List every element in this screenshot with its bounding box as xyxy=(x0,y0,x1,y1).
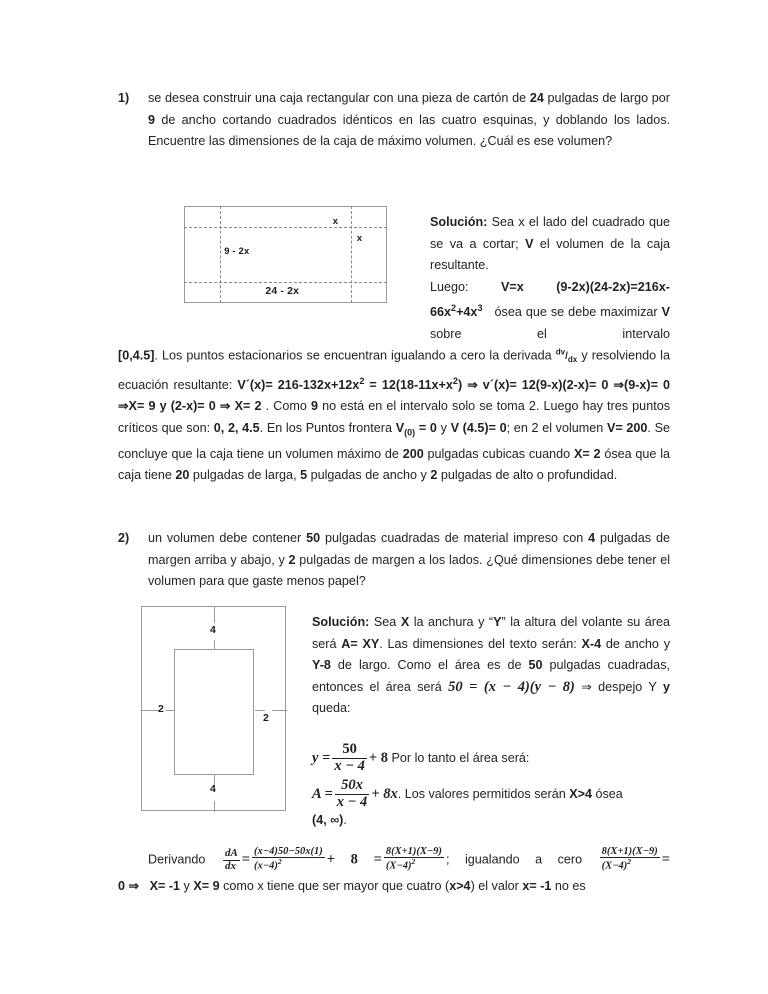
fig2-tick-right-outer xyxy=(272,710,287,711)
v-200: V= 200 xyxy=(606,420,648,435)
fig1-label-width: 9 - 2x xyxy=(224,245,250,256)
sol2-fifty: 50 xyxy=(528,658,543,672)
zeroed-den-base: (X−4) xyxy=(601,860,628,872)
v-zero-sub: (0) xyxy=(404,427,416,438)
cont-p3: . Como xyxy=(261,399,311,414)
final-equals-1: = xyxy=(241,851,251,868)
sol2-s6: de largo. Como el área es de xyxy=(330,658,529,672)
eq-A-lhs: A = xyxy=(312,786,333,803)
eq-y-tail: Por lo tanto el área será: xyxy=(388,751,530,766)
fig2-tick-top-inner xyxy=(214,640,215,650)
formula-66x: 66x xyxy=(430,305,452,320)
cont-p7: ; en 2 el volumen xyxy=(506,420,607,435)
fig1-dashed-vline-left xyxy=(220,206,221,303)
fig1-dashed-hline-bottom xyxy=(184,282,387,283)
eq-A-plus: + 8x xyxy=(371,786,398,803)
eq-A-interval: (4, ∞) xyxy=(312,813,344,828)
solucion-text-1b: el volumen de la caja resultante. xyxy=(430,236,671,272)
derivando-word: Derivando xyxy=(148,852,221,867)
problem-2-statement-seg-1: 50 xyxy=(306,531,321,545)
eq-A-numerator: 50x xyxy=(335,778,370,795)
eq-y-fraction xyxy=(332,742,367,774)
problem-2-statement-seg-3: 4 xyxy=(588,531,596,545)
solucion-text-1a: Sea x el lado del cuadrado que se va a cortar; xyxy=(430,215,670,251)
fig2-tick-top-outer xyxy=(214,607,215,623)
eq1-b-exp: 2 xyxy=(452,375,458,386)
eq-A-xgt4: X>4 xyxy=(569,787,592,802)
problem-1-statement-seg-2: pulgadas de largo por xyxy=(543,91,670,105)
problem-2-solution-intro xyxy=(312,612,670,720)
sol2-A-XY: A= XY xyxy=(341,636,380,651)
problem-2-statement-seg-0: un volumen debe contener xyxy=(148,531,307,545)
derivative-dv-dx: $^{dv}/_{dx}$ xyxy=(555,348,578,365)
problem-2-number: 2) xyxy=(118,531,130,545)
problem-1-statement-seg-4: de ancho cortando cuadrados idénticos en las cuatro esquinas, y doblando los lados. Encuentre las dimensiones de la caja de máximo volumen. ¿Cuál es ese volumen? xyxy=(148,112,670,148)
cont-nine: 9 xyxy=(311,399,319,414)
dim-2: 2 xyxy=(430,468,438,483)
factored-fraction xyxy=(384,846,444,872)
fig1-dashed-hline-top xyxy=(184,227,387,228)
fig1-dashed-vline-right xyxy=(351,206,352,303)
sol2-s9: queda: xyxy=(312,701,351,715)
sol2-X: X xyxy=(400,615,410,629)
problem-1-solution-intro xyxy=(430,212,670,277)
equation-A xyxy=(312,778,670,832)
factored-denominator xyxy=(384,858,444,872)
cont-p9: pulgadas cubicas cuando xyxy=(423,446,574,461)
dA-dx-fraction xyxy=(223,848,240,873)
problem-1-statement-seg-3: 9 xyxy=(148,112,156,127)
sol2-s8: ⇒ despejo Y xyxy=(574,679,663,694)
dim-5: 5 xyxy=(300,468,308,483)
cont-p5: . En los Puntos frontera xyxy=(259,420,396,435)
fig1-label-corner-side: x xyxy=(356,231,363,243)
cont-p6: y xyxy=(436,420,451,435)
eq-A-fraction xyxy=(335,778,370,810)
deriv-num: dv xyxy=(555,348,566,357)
cont-p10: ósea que la caja tiene xyxy=(118,446,671,483)
final-tail3: no es xyxy=(551,879,586,893)
eq-A-tail: . Los valores permitidos serán xyxy=(397,787,570,802)
fig2-tick-left-outer xyxy=(142,710,159,711)
formula-tail-v: V xyxy=(661,305,671,320)
final-derivative-line xyxy=(148,846,670,873)
solucion-v-1: V xyxy=(525,236,534,251)
fig1-label-corner-top: x xyxy=(332,214,339,226)
factored-numerator: 8(X+1)(X−9) xyxy=(385,846,442,857)
eq-A-denominator: x − 4 xyxy=(336,793,368,810)
fig2-label-top: 4 xyxy=(210,624,216,636)
fig2-label-right: 2 xyxy=(263,712,269,724)
problem-2-statement-seg-6: pulgadas de margen a los lados. ¿Qué dimensiones debe tener el volumen para que gaste menos papel? xyxy=(148,552,670,588)
fig2-label-left: 2 xyxy=(158,703,164,715)
cont-p11: pulgadas de larga, xyxy=(189,468,301,483)
fig2-tick-right-inner xyxy=(255,710,265,711)
sol2-s2: la anchura y “ xyxy=(409,615,494,629)
sol2-X4: X-4 xyxy=(581,636,602,651)
fig2-tick-left-inner xyxy=(166,710,175,711)
zero-arrow: 0 ⇒ xyxy=(118,879,140,893)
problem-2-statement-seg-4: pulgadas de margen arriba y abajo, y xyxy=(148,531,670,567)
problem-2-statement-seg-2: pulgadas cuadradas de material impreso con xyxy=(320,531,589,545)
formula-vx: V=x xyxy=(501,279,524,294)
dim-20: 20 xyxy=(175,468,190,483)
deriv-den: dx xyxy=(567,355,578,365)
equation-y xyxy=(312,742,670,774)
problem-2-statement-seg-5: 2 xyxy=(288,552,296,567)
zeroed-numerator: 8(X+1)(X−9) xyxy=(601,846,658,857)
final-equals-2: = xyxy=(661,851,671,868)
fig1-label-length: 24 - 2x xyxy=(265,285,300,297)
formula-expanded: (9-2x)(24-2x)=216x- xyxy=(556,279,670,294)
v-45: V (4.5)= 0 xyxy=(450,420,507,435)
final-result-line xyxy=(118,876,670,898)
eq1-c: ) ⇒ v´(x)= 12(9-x)(2-x)= 0 ⇒(9-x)= 0 ⇒X= 9 y (2-x)= 0 ⇒ X= 2 xyxy=(118,377,670,414)
final-x-neg-1b: x= -1 xyxy=(522,879,552,893)
critical-points: 0, 2, 4.5 xyxy=(213,420,260,435)
figure-volante-rectangle xyxy=(141,606,286,811)
problem-1-number: 1) xyxy=(118,91,130,105)
cont-p13: pulgadas de alto o profundidad. xyxy=(437,468,618,483)
problem-1-statement-seg-0: se desea construir una caja rectangular con una pieza de cartón de xyxy=(148,91,530,105)
final-tail: como x tiene que ser mayor que cuatro ( xyxy=(219,879,450,893)
eq1-a: V´(x)= 216-132x+12x xyxy=(237,377,360,392)
formula-4x: +4x xyxy=(456,305,478,320)
solucion-label-1: Solución: xyxy=(430,215,488,229)
final-plus-8: + 8 = xyxy=(326,851,382,868)
eq-A-tail3: . xyxy=(343,813,347,828)
zeroed-denominator xyxy=(600,858,660,872)
formula-4x-exp: 3 xyxy=(477,303,483,313)
v-zero-eq: = 0 xyxy=(415,420,437,435)
sol2-eq-area: 50 = (x − 4)(y − 8) xyxy=(448,678,575,695)
final-semicolon-text: ; igualando a cero xyxy=(445,852,598,867)
quotient-den-base: (x−4) xyxy=(254,860,278,872)
sol2-s7: pulgadas cuadradas, entonces el área será xyxy=(312,658,670,694)
problem-2-solution-column xyxy=(312,612,670,720)
factored-den-base: (X−4) xyxy=(385,860,412,872)
eq-A-tail2: ósea xyxy=(591,787,623,802)
eq-y-denominator: x − 4 xyxy=(334,757,365,774)
dx-den: dx xyxy=(224,860,236,873)
problem-1-statement xyxy=(148,88,670,153)
solucion-label-2: Solución: xyxy=(312,615,370,629)
problem-1-solution-column xyxy=(430,212,670,345)
sol2-y-bold: y xyxy=(662,679,670,694)
formula-66x-exp: 2 xyxy=(451,303,457,313)
problem-2-statement xyxy=(148,528,670,593)
cont-p1: . Los puntos estacionarios se encuentran igualando a cero la derivada xyxy=(154,348,556,363)
final-tail2: ) el valor xyxy=(470,879,523,893)
sol2-Y8: Y-8 xyxy=(312,658,331,672)
quotient-denominator xyxy=(252,858,325,872)
formula-tail: ósea que se debe maximizar xyxy=(494,305,662,320)
problem-1-statement-seg-1: 24 xyxy=(529,91,544,105)
luego-label: Luego: xyxy=(430,279,469,294)
interval-0-45: [0,4.5] xyxy=(118,348,155,363)
v-zero: V xyxy=(395,420,405,435)
zeroed-den-exp: 2 xyxy=(627,857,632,867)
x-neg-1: X= -1 xyxy=(149,879,181,893)
figure-carton-rectangle xyxy=(184,206,387,303)
final-and: y xyxy=(180,879,194,893)
sol2-s1: Sea xyxy=(369,615,401,629)
sol2-s4: . Las dimensiones del texto serán: xyxy=(379,636,582,651)
fig2-label-bottom: 4 xyxy=(210,783,216,795)
sol2-s3: ” la altura del volante su área será xyxy=(312,615,670,651)
cont-p2: y resolviendo la ecuación resultante: xyxy=(118,348,670,392)
factored-den-exp: 2 xyxy=(411,857,416,867)
vol-200: 200 xyxy=(402,446,424,461)
problem-1-solution-formula xyxy=(430,277,670,346)
zeroed-fraction xyxy=(600,846,660,872)
fig2-inner-text-area xyxy=(174,649,254,775)
eq-y-lhs: y = xyxy=(312,750,331,767)
dA-num: dA xyxy=(224,847,238,860)
quotient-numerator: (x−4)50−50x(1) xyxy=(254,846,323,857)
eq1-a-exp: 2 xyxy=(359,375,365,386)
fig2-tick-bottom-outer xyxy=(214,801,215,812)
quotient-den-exp: 2 xyxy=(277,857,282,867)
cont-p12: pulgadas de ancho y xyxy=(307,468,431,483)
quotient-rule-fraction xyxy=(252,846,325,872)
x-eq-9: X= 9 xyxy=(193,879,220,893)
problem-1-continuation xyxy=(118,342,670,487)
final-xgt4: x>4 xyxy=(449,879,471,893)
cont-p4: no está en el intervalo solo se toma 2. Luego hay tres puntos críticos que son: xyxy=(118,399,670,435)
eq-y-numerator: 50 xyxy=(332,742,367,759)
x-equals-2: X= 2 xyxy=(573,446,601,461)
eq-y-plus: + 8 xyxy=(368,750,389,767)
sol2-Y: Y xyxy=(493,615,502,629)
formula-tail-2: sobre el intervalo xyxy=(430,326,670,341)
sol2-s5: de ancho y xyxy=(601,636,670,651)
cont-p8: . Se concluye que la caja tiene un volumen máximo de xyxy=(118,420,671,461)
eq1-b: = 12(18-11x+x xyxy=(364,377,453,392)
